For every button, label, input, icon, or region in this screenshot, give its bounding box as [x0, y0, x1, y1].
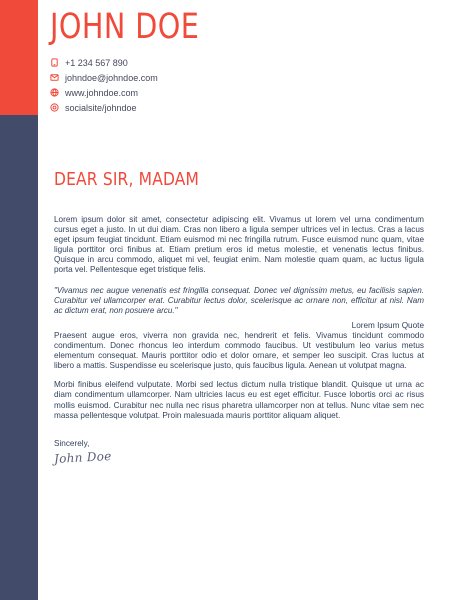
- paragraph-1: Lorem ipsum dolor sit amet, consectetur adipiscing elit. Vivamus ut lorem vel urna condimentum cursus eget a justo. In ut dui diam. Cras non libero a ligula semper ultrices vel in lectus. Cras a lacus eget ipsum feugiat tincidunt. Etiam euismod mi nec fringilla rutrum. Fusce euismod nunc quam, vitae ligula porttitor orci finibus at. Etiam pretium eros id metus molestie, et venenatis lectus finibus. Quisque in arcu commodo, aliquet mi vel, feugiat enim. Nam molestie quam quam, ac luctus ligula porta vel. Pellentesque eget tristique felis.: [54, 215, 424, 275]
- header: [50, 6, 440, 115]
- phone-item: [50, 55, 440, 70]
- contact-list: [50, 55, 440, 115]
- website-item: [50, 85, 440, 100]
- phone-icon: [50, 58, 59, 67]
- side-bar: [0, 115, 38, 600]
- candidate-name: JOHN DOE: [50, 7, 200, 47]
- email-text[interactable]: johndoe@johndoe.com: [65, 72, 158, 83]
- salutation: DEAR SIR, MADAM: [54, 169, 200, 190]
- email-item: [50, 70, 440, 85]
- globe-icon: [50, 88, 59, 97]
- website-text[interactable]: www.johndoe.com: [65, 87, 139, 98]
- social-item: [50, 100, 440, 115]
- quote-source: Lorem Ipsum Quote: [351, 320, 424, 330]
- accent-bar: [0, 0, 38, 115]
- paragraph-2: Praesent augue eros, viverra non gravida nec, hendrerit et felis. Vivamus tincidunt commodo condimentum. Donec rhoncus leo interdum commodo faucibus. Ut vestibulum leo varius metus elementum consequat. Mauris porttitor odio et dolor ornare, et semper leo suscipit. Cras luctus at libero a mattis. Suspendisse eu scelerisque justo, quis faucibus ligula. Aenean ut volutpat magna.: [54, 330, 424, 371]
- signature: John Doe: [53, 448, 112, 466]
- email-icon: [50, 73, 59, 82]
- social-text[interactable]: socialsite/johndoe: [65, 102, 137, 113]
- paragraph-3: Morbi finibus eleifend vulputate. Morbi sed lectus dictum nulla tristique blandit. Quisque ut urna ac diam condimentum ullamcorper. Nam ultricies lacus eu est eget efficitur. Fusce lobortis orci ac risus mollis euismod. Curabitur nec nulla nec risus pharetra ullamcorper non at tellus. Nunc vitae sem nec massa pellentesque volutpat. Proin malesuada mauris porttitor aliquam aliquet.: [54, 380, 424, 420]
- phone-text: +1 234 567 890: [65, 57, 128, 68]
- letter-body: [54, 169, 424, 468]
- closing-text: Sincerely,: [54, 438, 90, 448]
- quote-text: "Vivamus nec augue venenatis est fringilla consequat. Donec vel dignissim metus, eu facilisis sapien. Curabitur vel ullamcorper erat. Curabitur lectus dolor, scelerisque ac ornare non, efficitur at nisl. Nam ac dictum erat, non posuere arcu.": [54, 285, 424, 315]
- social-icon: [50, 103, 59, 112]
